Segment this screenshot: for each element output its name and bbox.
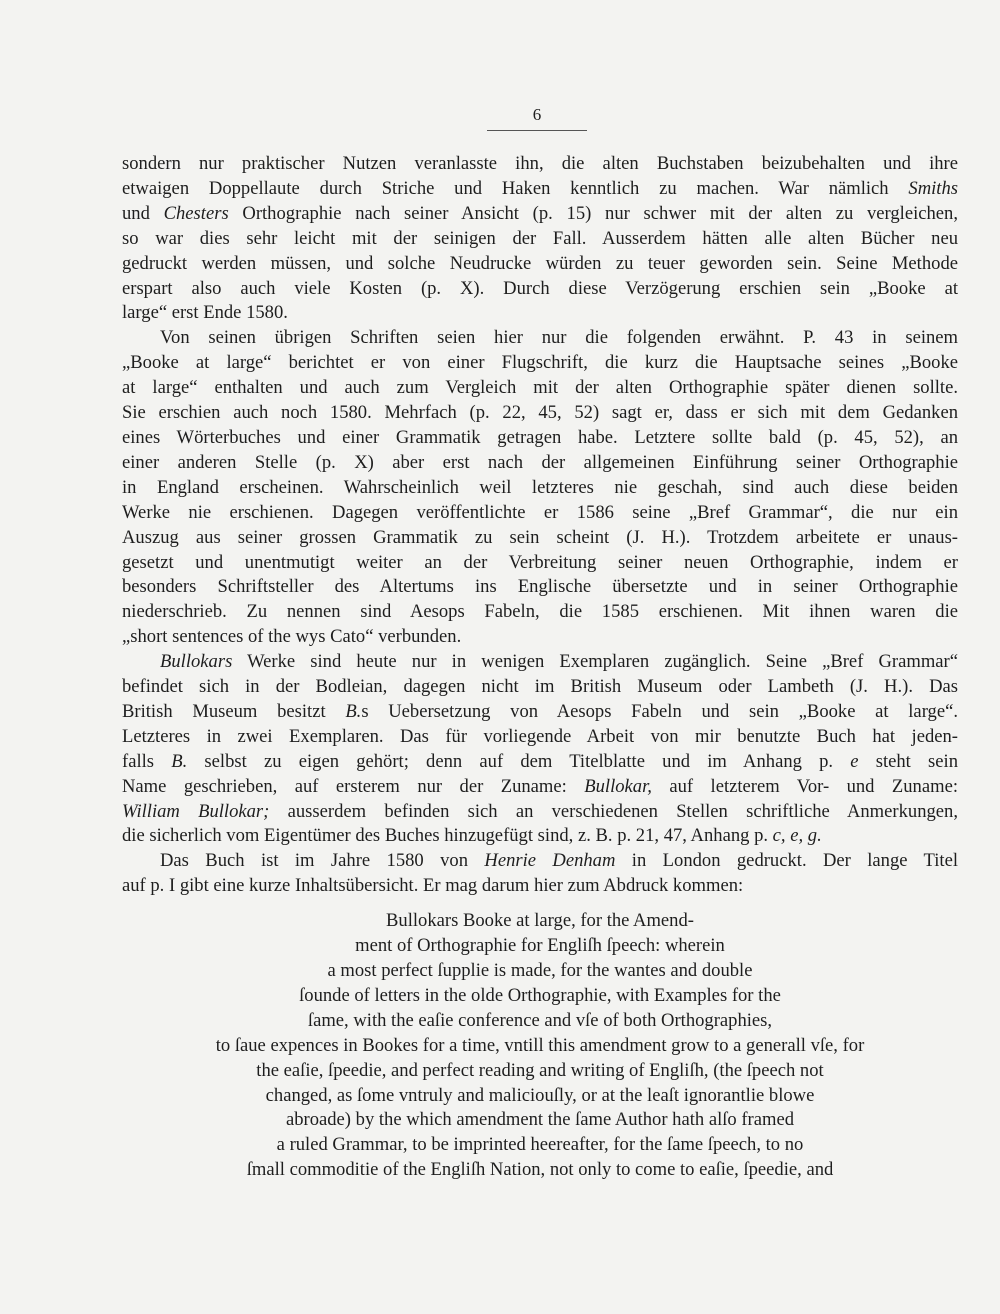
- text-line: [122, 426, 958, 451]
- quote-line: the eaſie, ſpeedie, and perfect reading and writing of Engliſh, (the ſpeech not: [256, 1059, 824, 1081]
- text-run: in London gedruckt. Der lange Titel: [615, 850, 959, 872]
- text-run: die sicherlich vom Eigentümer des Buches hinzugefügt sind, z. B. p. 21, 47, Anhang p.: [122, 825, 773, 847]
- text-run: „Booke at large“ berichtet er von einer Flugschrift, die kurz die Hauptsache seines „Booke: [122, 352, 958, 374]
- text-run: „short sentences of the wys Cato“ verbunden.: [122, 626, 462, 648]
- text-line: [122, 700, 958, 725]
- italic-text-run: Smiths: [908, 177, 958, 199]
- quote-line: abroade) by the which amendment the ſame Author hath alſo framed: [285, 1109, 795, 1131]
- text-run: gedruckt werden müssen, und solche Neudrucke würden zu teuer geworden sein. Seine Methode: [122, 252, 958, 274]
- quote-line: to ſaue expences in Bookes for a time, vntill this amendment grow to a generall vſe, for: [215, 1034, 865, 1056]
- text-run: Von seinen übrigen Schriften seien hier nur die folgenden erwähnt. P. 43 in seinem: [160, 327, 958, 349]
- text-run: einer anderen Stelle (p. X) aber erst nach der allgemeinen Einführung seiner Orthographie: [122, 451, 958, 473]
- text-line: [122, 326, 958, 351]
- text-run: Werke nie erschienen. Dagegen veröffentlichte er 1586 seine „Bref Grammar“, die nur ein: [122, 501, 958, 523]
- text-run: selbst zu eigen gehört; denn auf dem Titelblatte und im Anhang p.: [187, 750, 851, 772]
- text-run: besonders Schriftsteller des Altertums ins Englische übersetzte und in seiner Orthographie: [122, 576, 958, 598]
- quote-line: ſounde of letters in the olde Orthographie, with Examples for the: [299, 984, 781, 1006]
- text-run: Auszug aus seiner grossen Grammatik zu sein scheint (J. H.). Trotzdem arbeitete er unaus-: [122, 526, 958, 548]
- text-run: Name geschrieben, auf ersterem nur der Zuname:: [122, 775, 585, 797]
- text-run: Werke sind heute nur in wenigen Exemplaren zugänglich. Seine „Bref Grammar“: [232, 651, 958, 673]
- italic-text-run: William Bullokar;: [122, 800, 270, 822]
- text-line: [122, 177, 958, 202]
- italic-text-run: Bullokars: [160, 651, 233, 673]
- quote-line: a ruled Grammar, to be imprinted heereafter, for the ſame ſpeech, to no: [276, 1134, 804, 1156]
- text-run: erspart also auch viele Kosten (p. X). Durch diese Verzögerung erschien sein „Booke at: [122, 277, 958, 299]
- quote-line: changed, as ſome vntruly and maliciouſly, or at the leaſt ignorantlie blowe: [265, 1084, 815, 1106]
- text-line: [122, 575, 958, 600]
- italic-text-run: c, e, g.: [772, 825, 822, 847]
- text-run: steht sein: [858, 750, 958, 772]
- italic-text-run: B.: [345, 700, 362, 722]
- paragraph: [122, 152, 958, 326]
- text-line: [122, 252, 958, 277]
- text-run: eines Wörterbuches und einer Grammatik getragen habe. Letztere sollte bald (p. 45, 52), an: [122, 426, 958, 448]
- italic-text-run: Henrie Denham: [484, 850, 616, 872]
- text-run: Sie erschien auch noch 1580. Mehrfach (p. 22, 45, 52) sagt er, dass er sich mit dem Gedanken: [122, 402, 958, 424]
- quote-line: ment of Orthographie for Engliſh ſpeech: wherein: [355, 935, 725, 957]
- text-line: [122, 401, 958, 426]
- text-line: [122, 227, 958, 252]
- quote-line: Bullokars Booke at large, for the Amend-: [386, 910, 694, 932]
- text-run: Letzteres in zwei Exemplaren. Das für vorliegende Arbeit von mir benutzte Buch hat jeden-: [122, 725, 958, 747]
- text-run: at large“ enthalten und auch zum Vergleich mit der alten Orthographie später dienen sollte.: [122, 377, 958, 399]
- text-run: in England erscheinen. Wahrscheinlich weil letzteres nie geschah, sind auch diese beiden: [122, 476, 958, 498]
- text-run: gesetzt und unentmutigt weiter an der Verbreitung seiner neuen Orthographie, indem er: [122, 551, 958, 573]
- text-run: British Museum besitzt: [122, 700, 346, 722]
- text-line: [122, 451, 958, 476]
- paragraph: [122, 650, 958, 849]
- text-run: Orthographie nach seiner Ansicht (p. 15) nur schwer mit der alten zu vergleichen,: [228, 202, 958, 224]
- text-line: [122, 625, 958, 650]
- text-line: [122, 750, 958, 775]
- text-line: [122, 675, 958, 700]
- quote-line: ſame, with the eaſie conference and vſe of both Orthographies,: [307, 1009, 773, 1031]
- text-run: auf p. I gibt eine kurze Inhaltsübersicht. Er mag darum hier zum Abdruck kommen:: [122, 875, 744, 897]
- text-line: [122, 277, 958, 302]
- text-run: niederschrieb. Zu nennen sind Aesops Fabeln, die 1585 erschienen. Mit ihnen waren die: [122, 601, 958, 623]
- text-line: [122, 849, 958, 874]
- text-line: [122, 600, 958, 625]
- text-run: auf letzterem Vor- und Zuname:: [651, 775, 958, 797]
- text-line: [122, 476, 958, 501]
- italic-text-run: e: [850, 750, 859, 772]
- text-line: [122, 551, 958, 576]
- italic-text-run: Bullokar,: [584, 775, 652, 797]
- text-run: und: [122, 202, 164, 224]
- text-run: etwaigen Doppellaute durch Striche und Haken kenntlich zu machen. War nämlich: [122, 177, 909, 199]
- text-line: [122, 202, 958, 227]
- text-run: s Uebersetzung von Aesops Fabeln und sein „Booke at large“.: [361, 700, 958, 722]
- quote-line: ſmall commoditie of the Engliſh Nation, not only to come to eaſie, ſpeedie, and: [246, 1159, 834, 1181]
- italic-text-run: Chesters: [163, 202, 229, 224]
- italic-text-run: B.: [171, 750, 188, 772]
- text-line: [122, 824, 958, 849]
- text-line: [122, 650, 958, 675]
- text-run: Das Buch ist im Jahre 1580 von: [160, 850, 485, 872]
- text-line: [122, 351, 958, 376]
- text-run: large“ erst Ende 1580.: [122, 302, 288, 324]
- text-run: so war dies sehr leicht mit der seinigen der Fall. Ausserdem hätten alle alten Bücher neu: [122, 227, 958, 249]
- text-line: [122, 301, 958, 326]
- page-number-rule: [487, 130, 587, 131]
- text-run: sondern nur praktischer Nutzen veranlasste ihn, die alten Buchstaben beizubehalten und ihre: [122, 153, 958, 174]
- text-line: [122, 800, 958, 825]
- text-line: [122, 775, 958, 800]
- text-run: ausserdem befinden sich an verschiedenen Stellen schriftliche Anmerkungen,: [269, 800, 958, 822]
- text-run: befindet sich in der Bodleian, dagegen nicht im British Museum oder Lambeth (J. H.). Das: [122, 676, 958, 698]
- text-line: [122, 874, 958, 899]
- text-run: falls: [122, 750, 172, 772]
- text-line: [122, 152, 958, 177]
- text-line: [122, 376, 958, 401]
- quote-line: a most perfect ſupplie is made, for the wantes and double: [327, 960, 753, 981]
- paragraph: [122, 326, 958, 650]
- paragraph: [122, 849, 958, 899]
- text-line: [122, 501, 958, 526]
- body-text: [122, 152, 958, 1183]
- text-line: [122, 725, 958, 750]
- page-number: 6: [532, 105, 542, 124]
- title-quotation: [122, 909, 958, 1183]
- text-line: [122, 526, 958, 551]
